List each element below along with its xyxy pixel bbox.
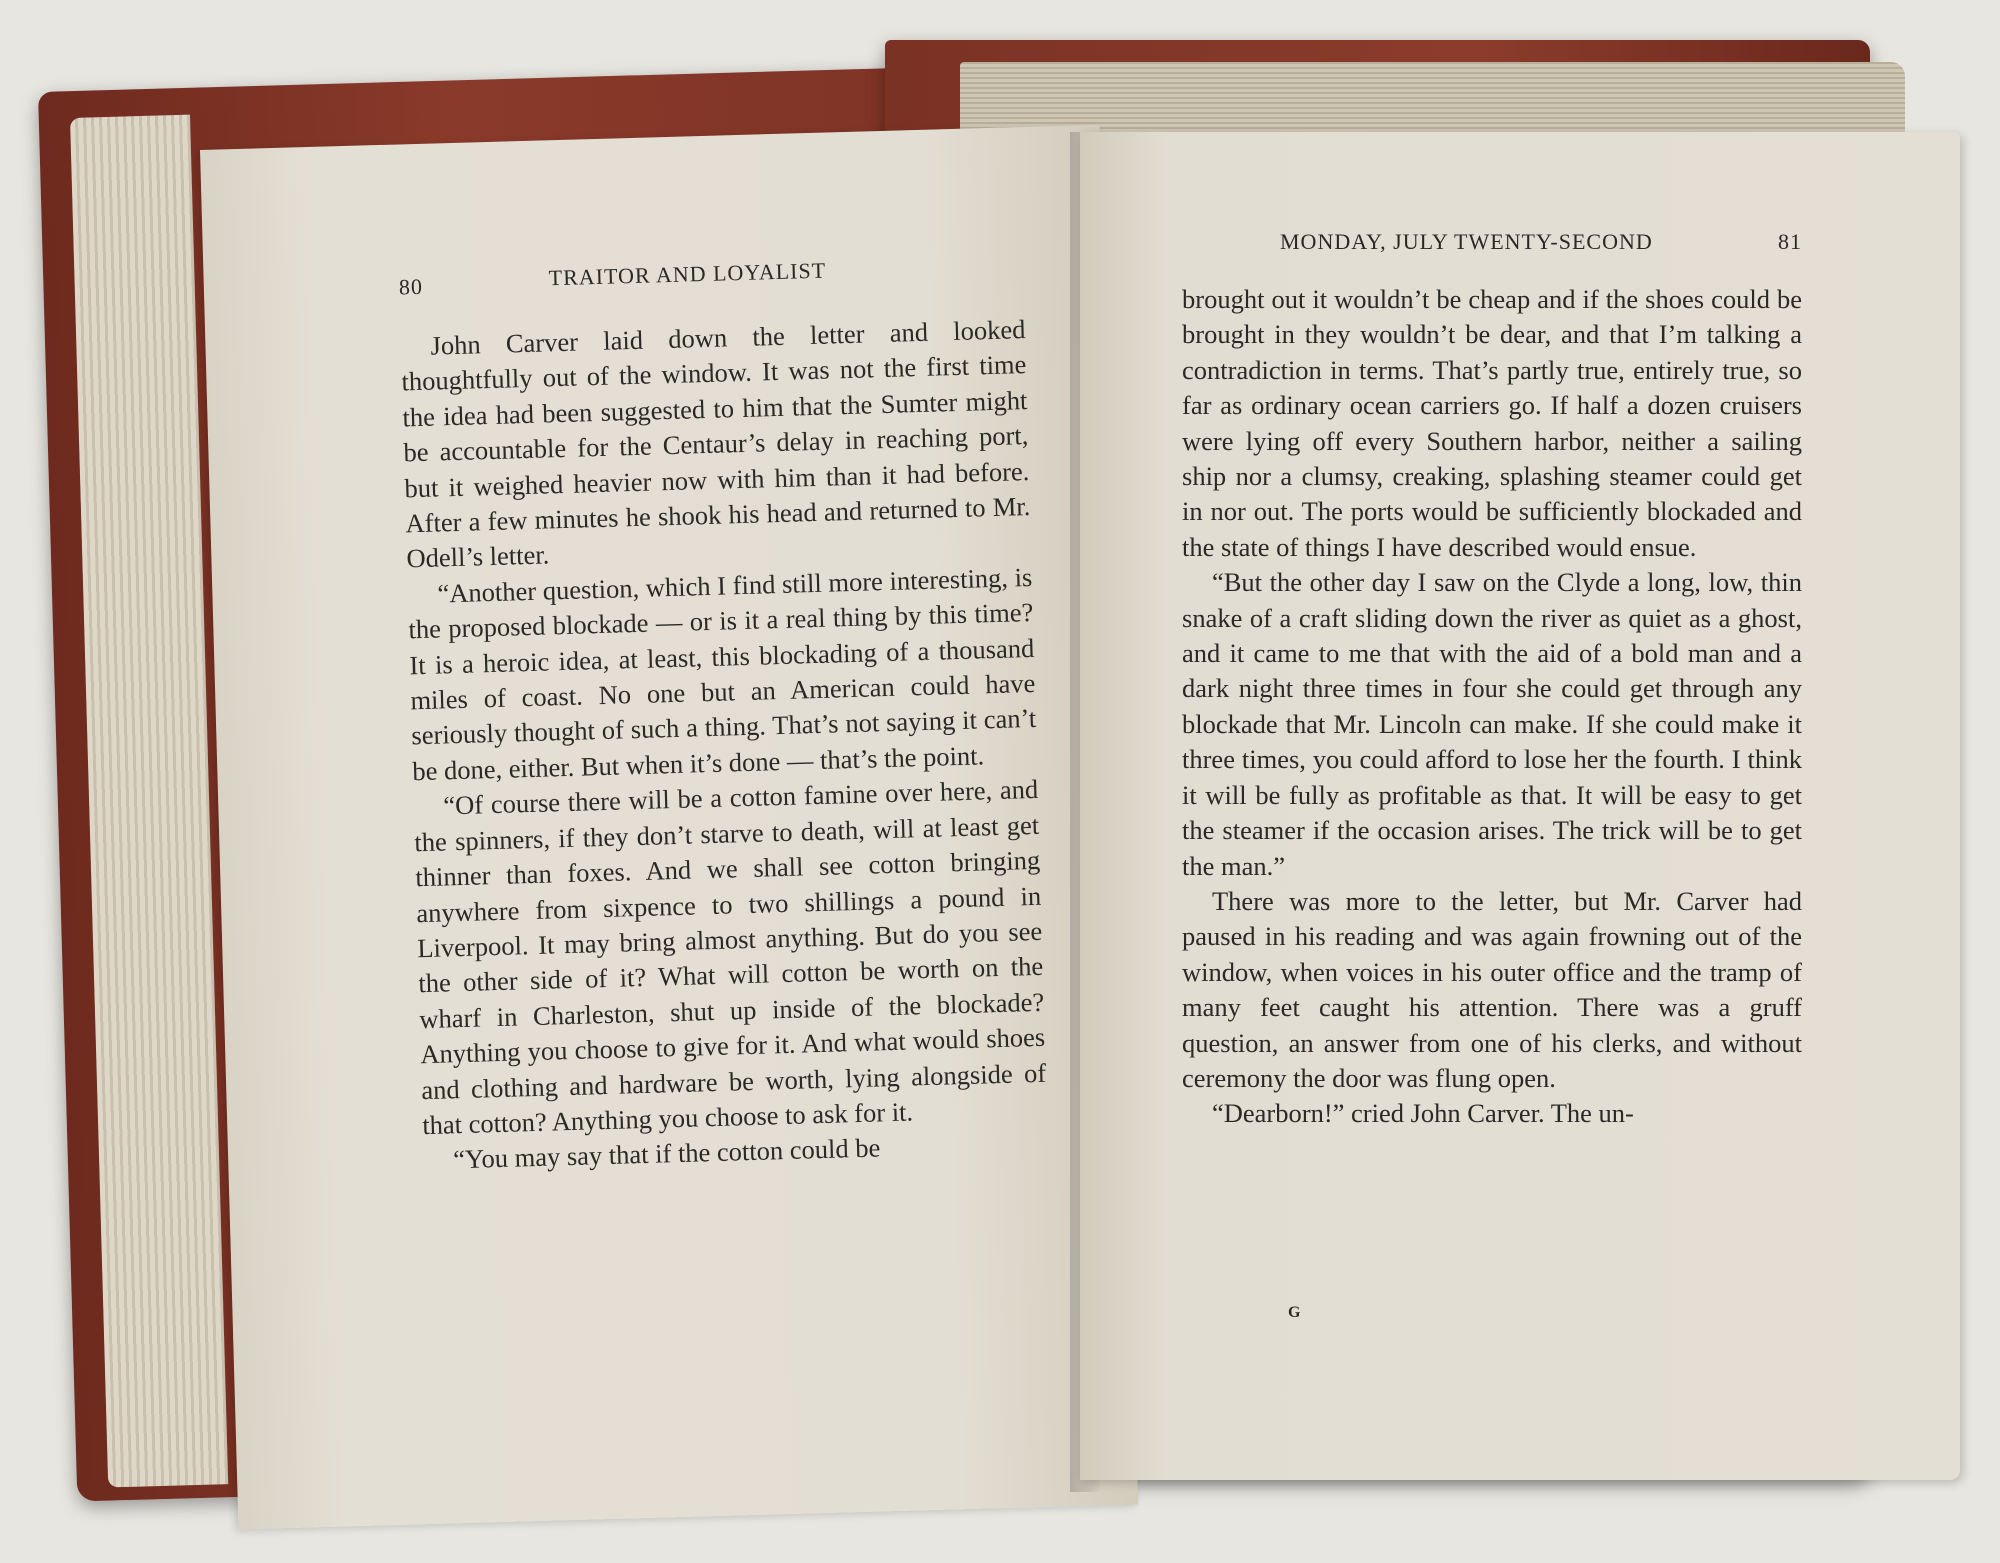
paragraph: “Of course there will be a cotton famine over here, and the spinners, if they don’t starve to death, will at least get thinner than foxes. And we shall see cotton bringing anywhere from sixpence to two shillings a pound in Liverpool. It may bring almost anything. But do you see the other side of it? What will cotton be worth on the wharf in Charleston, shut up inside of the blockade? Anything you choose to give for it. And what would shoes and clothing and hardware be worth, lying alongside of that cotton? Anything you choose to ask for it. — [413, 774, 1047, 1141]
running-head-right: MONDAY, JULY TWENTY-SECOND — [1280, 229, 1653, 254]
right-page-text — [1182, 282, 1802, 1132]
paragraph: John Carver laid down the letter and looked thoughtfully out of the window. It was not the first time the idea had been suggested to him that the Sumter might be accountable for the Centaur’s delay in reaching port, but it weighed heavier now with him than it had before. After a few minutes he shook his head and returned to Mr. Odell’s letter. — [401, 314, 1031, 574]
signature-mark: G — [1288, 1304, 1301, 1321]
page-number-left: 80 — [398, 273, 424, 300]
running-head-left: TRAITOR AND LOYALIST — [548, 257, 827, 291]
page-number-right: 81 — [1778, 229, 1802, 254]
paragraph: “Another question, which I find still more interesting, is the proposed blockade — or is it a real thing by this time? It is a heroic idea, at least, this blockading of a thousand miles of coast. No one but an American could have seriously thought of such a thing. That’s not saying it can’t be done, either. But when it’s done — that’s the point. — [408, 561, 1037, 787]
paragraph: There was more to the letter, but Mr. Carver had paused in his reading and was again frowning out of the window, when voices in his outer office and the tramp of many feet caught his attention. There was a gruff question, an answer from one of his clerks, and without ceremony the door was flung open. — [1182, 885, 1802, 1093]
paragraph: “But the other day I saw on the Clyde a long, low, thin snake of a craft sliding down the river as quiet as a ghost, and it came to me that with the aid of a bold man and a dark night three times in four she could get through any blockade that Mr. Lincoln can make. If she could make it three times, you could afford to lose her the fourth. I think it will be fully as profitable as that. It will be easy to get the steamer if the occasion arises. The trick will be to get the man.” — [1182, 567, 1802, 881]
paragraph: brought out it wouldn’t be cheap and if the shoes could be brought in they wouldn’t be dear, and that I’m talking a contradiction in terms. That’s partly true, entirely true, so far as ordinary ocean carriers go. If half a dozen cruisers were lying off every Southern harbor, neither a sailing ship nor a clumsy, creaking, splashing steamer could get in nor out. The ports would be sufficiently blockaded and the state of things I have described would ensue. — [1182, 284, 1802, 562]
right-page — [1080, 132, 1960, 1480]
paragraph: “You may say that if the cotton could be — [452, 1132, 881, 1175]
paragraph: “Dearborn!” cried John Carver. The un- — [1212, 1098, 1634, 1129]
left-page-text — [400, 312, 1048, 1179]
left-page — [200, 125, 1138, 1530]
